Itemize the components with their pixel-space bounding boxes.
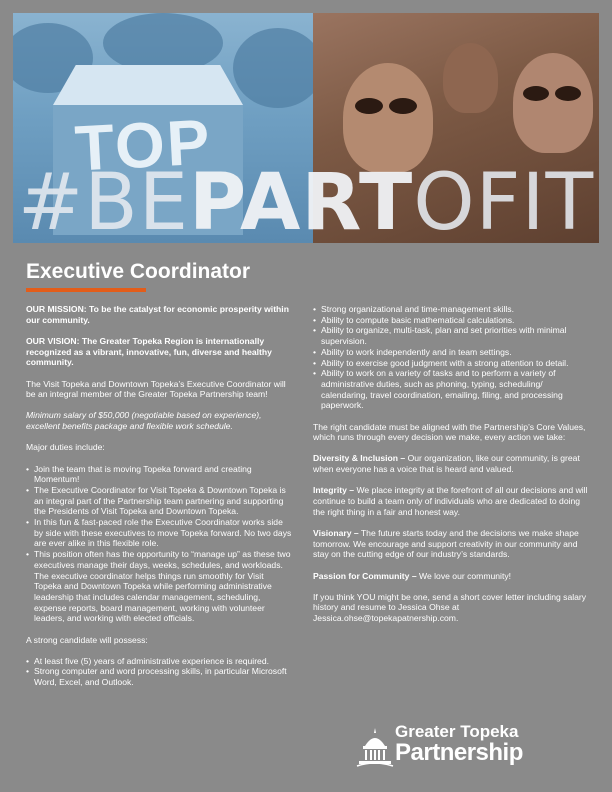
value-diversity: Diversity & Inclusion – Our organization, like our community, is great when everyone has a voice that is heard and valued. (313, 453, 580, 475)
list-item: • Strong computer and word processing skills, in particular Microsoft Word, Excel, and Outlook. (26, 666, 292, 687)
list-item: • Join the team that is moving Topeka forward and creating Momentum! (26, 464, 292, 485)
list-item: • Ability to work on a variety of tasks and to perform a variety of administrative duties, such as phoning, typing, scheduling/ calendaring, travel coordination, emailing, filing, and processing paperwork. (313, 368, 591, 411)
mission-statement: OUR MISSION: To be the catalyst for economic prosperity within our community. (26, 304, 289, 325)
core-values-intro: The right candidate must be aligned with the Partnership’s Core Values, which runs through every decision we make, every action we take: (313, 421, 586, 443)
salary-note: Minimum salary of $50,000 (negotiable based on experience), excellent benefits package and flexible work schedule. (26, 410, 262, 432)
value-passion: Passion for Community – We love our community! (313, 570, 512, 581)
apply-instructions: If you think YOU might be one, send a short cover letter including salary history and resume to Jessica Ohse at Jessica.ohse@topekapatnership.com. (313, 591, 587, 624)
left-column (26, 304, 292, 698)
page-title: Executive Coordinator (26, 260, 251, 283)
hashtag-be-part-of-it: #BEPARTOFIT (17, 158, 595, 243)
logo-line-2: Partnership (395, 739, 523, 766)
requirements-list (26, 656, 292, 688)
skills-list (313, 304, 591, 411)
hero-banner (13, 13, 599, 243)
list-item: • The Executive Coordinator for Visit Topeka & Downtown Topeka is an integral part of the Partnership team partnering and supporting the Presidents of Visit Topeka and Downtown Topeka. (26, 485, 292, 517)
list-item: • Ability to work independently and in team settings. (313, 347, 591, 358)
duties-list (26, 464, 292, 625)
list-item: • Ability to compute basic mathematical calculations. (313, 315, 591, 326)
title-underline (26, 288, 146, 292)
capitol-dome-icon (355, 724, 395, 770)
right-column (313, 304, 591, 634)
list-item: • This position often has the opportunity to “manage up” as these two executives manage their days, weeks, schedules, and workloads. The executive coordinator helps things run smoothly for Visit Topeka and Downtown Topeka while performing administrative leadership that includes calendar management, scheduling, expense reports, board management, working with volunteer leaders, and working with elected officials. (26, 549, 292, 624)
list-item: • Ability to organize, multi-task, plan and set priorities with minimal supervision. (313, 325, 591, 346)
sign-letters: TOP (73, 105, 214, 185)
vision-statement: OUR VISION: The Greater Topeka Region is internationally recognized as a vibrant, innovative, fun, diverse and healthy community. (26, 335, 272, 368)
logo-line-1: Greater Topeka (395, 722, 519, 741)
value-integrity: Integrity – We place integrity at the forefront of all our decisions and will continue to build a team only of individuals who are dedicated to doing the right thing in a fair and honest way. (313, 485, 588, 517)
value-visionary: Visionary – The future starts today and the decisions we make shape tomorrow. We encourage and support creativity in our community and stay on the cutting edge of our industry’s standards. (313, 527, 579, 560)
list-item: • In this fun & fast-paced role the Executive Coordinator works side by side with these executives to move Topeka forward. No two days are ever alike in this flexible role. (26, 517, 292, 549)
greater-topeka-partnership-logo (355, 722, 545, 772)
list-item: • Ability to exercise good judgment with a strong attention to detail. (313, 358, 591, 369)
intro-paragraph: The Visit Topeka and Downtown Topeka’s Executive Coordinator will be an integral member of the Greater Topeka Partnership team! (26, 378, 286, 400)
list-item: • At least five (5) years of administrative experience is required. (26, 656, 292, 667)
list-item: • Strong organizational and time-management skills. (313, 304, 591, 315)
strong-candidate-heading: A strong candidate will possess: (26, 634, 148, 645)
duties-heading: Major duties include: (26, 442, 105, 453)
